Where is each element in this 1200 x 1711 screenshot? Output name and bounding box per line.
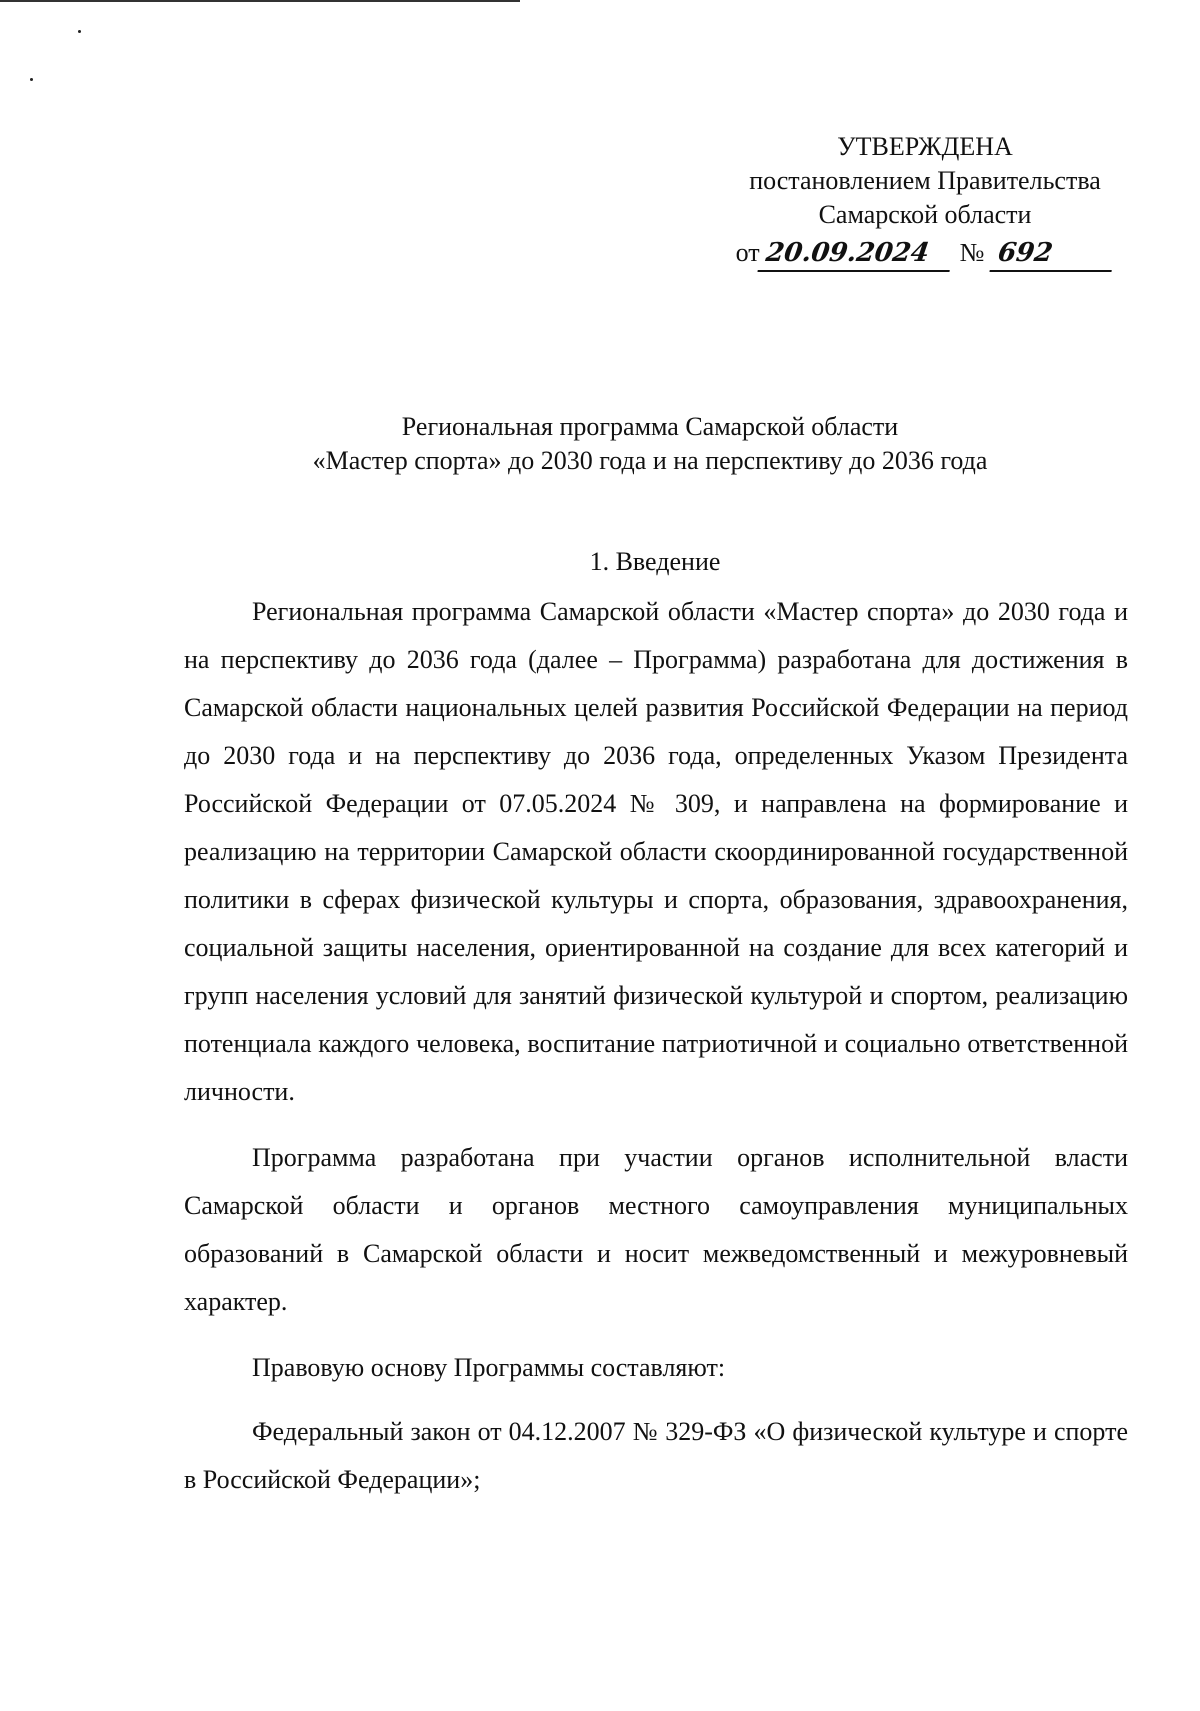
approval-title: УТВЕРЖДЕНА — [837, 132, 1013, 161]
document-title — [100, 410, 1200, 478]
paragraph-federal-law: Федеральный закон от 04.12.2007 № 329-ФЗ «О физической культуре и спорте в Российской Федерации»; — [184, 1417, 1128, 1494]
approval-block — [700, 130, 1150, 272]
section-heading: 1. Введение — [589, 547, 721, 576]
scan-speck — [30, 78, 33, 81]
title-line-2: «Мастер спорта» до 2030 года и на перспективу до 2036 года — [312, 446, 988, 475]
number-label: № — [959, 238, 985, 267]
paragraph-legal-basis: Правовую основу Программы составляют: — [252, 1353, 726, 1382]
paragraph-intro: Региональная программа Самарской области «Мастер спорта» до 2030 года и на перспективу до 2036 года (далее – Программа) разработана для достижения в Самарской области национальных целей развития Российской Федерации на период до 2030 года и на перспективу до 2036 года, определенных Указом Президента Российской Федерации от 07.05.2024 № 309, и направлена на формирование и реализацию на территории Самарской области скоординированной государственной политики в сферах физической культуры и спорта, образования, здравоохранения, социальной защиты населения, ориентированной на создание для всех категорий и групп населения условий для занятий физической культурой и спортом, реализацию потенциала каждого человека, воспитание патриотичной и социально ответственной личности. — [184, 597, 1128, 1106]
title-line-1: Региональная программа Самарской области — [401, 412, 899, 441]
body-text — [184, 588, 1128, 1522]
scan-speck — [78, 30, 81, 33]
from-label: от — [735, 238, 760, 267]
scan-edge-line — [0, 0, 520, 2]
approval-date-number-row — [700, 236, 1150, 272]
handwritten-date: 20.09.2024 — [757, 236, 954, 272]
approval-region: Самарской области — [818, 200, 1032, 229]
approval-authority: постановлением Правительства — [749, 166, 1101, 195]
paragraph-development: Программа разработана при участии органов исполнительной власти Самарской области и органов местного самоуправления муниципальных образований в Самарской области и носит межведомственный и межуровневый характер. — [184, 1143, 1128, 1316]
handwritten-number: 692 — [990, 236, 1117, 272]
